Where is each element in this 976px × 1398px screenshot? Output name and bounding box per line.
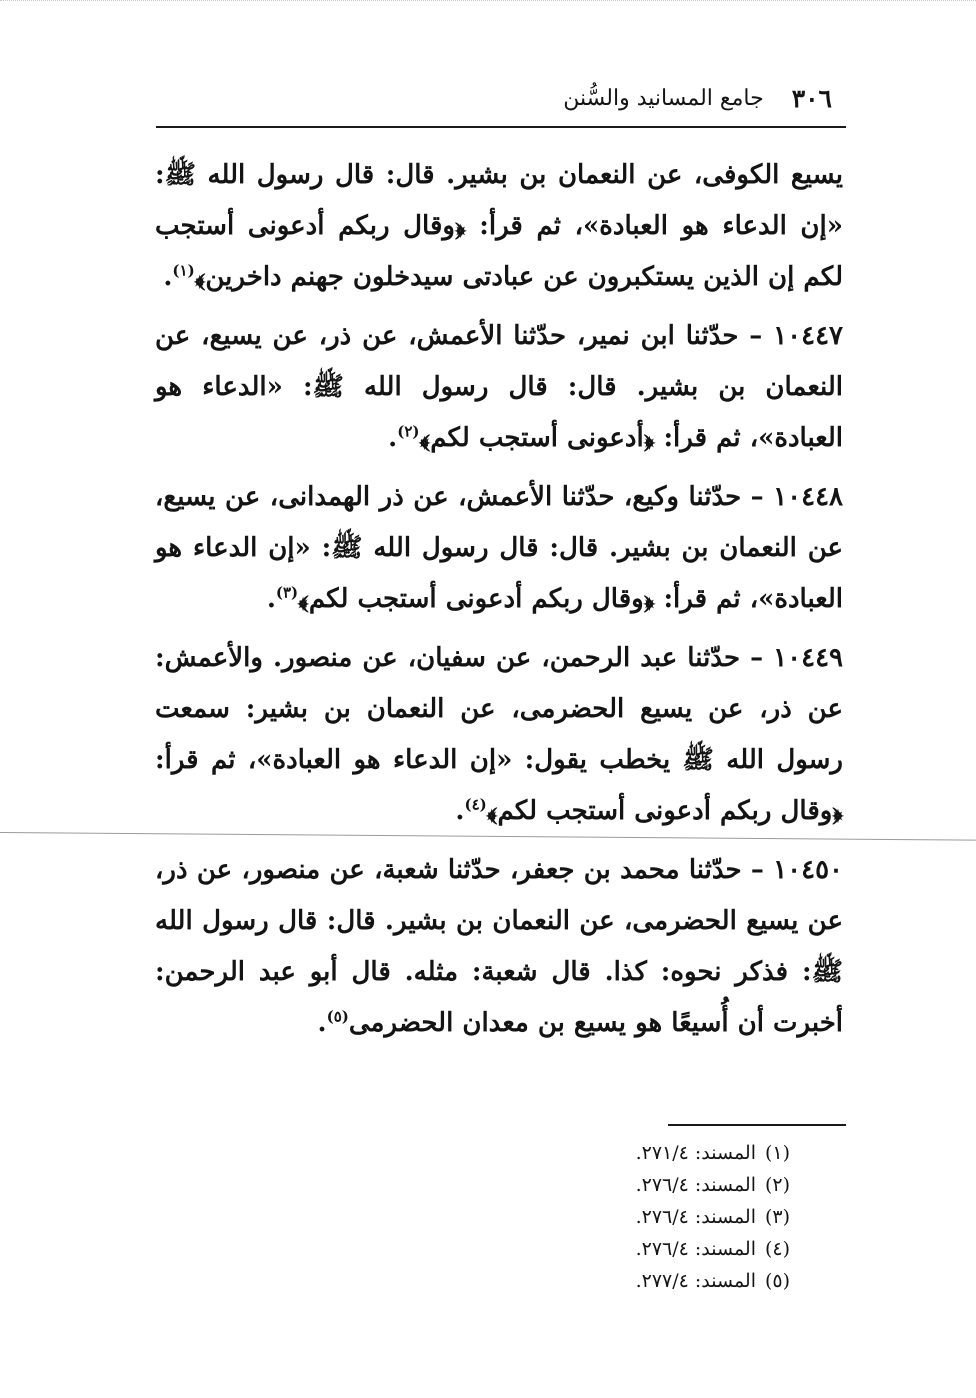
paragraph-text: – حدّثنا ابن نمير، حدّثنا الأعمش، عن ذر، عن يسيع، عن النعمان بن بشير. قال: قال رسول الله ﷺ: «الدعاء هو العبادة»، ثم قرأ: ﴿أدعونى أستجب لكم﴾ bbox=[155, 321, 843, 453]
hadith-number: ١٠٤٥٠ bbox=[773, 855, 843, 885]
footnote bbox=[560, 1233, 790, 1265]
footnote-number: (٣) bbox=[764, 1206, 790, 1228]
footnote-text: المسند: ٢٧٦/٤. bbox=[635, 1174, 756, 1196]
footnote-number: (٢) bbox=[764, 1174, 790, 1196]
footnote-number: (١) bbox=[764, 1142, 790, 1164]
footnote bbox=[560, 1137, 790, 1169]
paragraph-text: – حدّثنا وكيع، حدّثنا الأعمش، عن ذر الهمدانى، عن يسيع، عن النعمان بن بشير. قال: قال رسول الله ﷺ: «إن الدعاء هو العبادة»، ثم قرأ: ﴿وقال ربكم أدعونى أستجب لكم﴾ bbox=[155, 482, 843, 614]
hadith-number: ١٠٤٤٩ bbox=[773, 643, 843, 673]
footnote-text: المسند: ٢٧٦/٤. bbox=[635, 1206, 756, 1228]
footnote bbox=[560, 1265, 790, 1297]
footnote-reference: (٤) bbox=[464, 795, 487, 814]
hadith-number: ١٠٤٤٨ bbox=[773, 482, 843, 512]
paragraph-text: – حدّثنا عبد الرحمن، عن سفيان، عن منصور. والأعمش: عن ذر، عن يسيع الحضرمى، عن النعمان بن بشير: سمعت رسول الله ﷺ يخطب يقول: «إن الدعاء هو العبادة»، ثم قرأ: ﴿وقال ربكم أدعونى أستجب لكم﴾ bbox=[155, 643, 843, 826]
paragraph-text: يسيع الكوفى، عن النعمان بن بشير. قال: قال رسول الله ﷺ: «إن الدعاء هو العبادة»، ثم قرأ: ﴿وقال ربكم أدعونى أستجب لكم إن الذين يستكبرون عن عبادتى سيدخلون جهنم داخرين﴾ bbox=[155, 160, 843, 292]
footnote-text: المسند: ٢٧٦/٤. bbox=[635, 1238, 756, 1260]
paragraph-continuation: يسيع الكوفى، عن النعمان بن بشير. قال: قال رسول الله ﷺ: «إن الدعاء هو العبادة»، ثم قرأ: ﴿وقال ربكم أدعونى أستجب لكم إن الذين يستكبرون عن عبادتى سيدخلون جهنم داخرين﴾$^{(١)}$. bbox=[155, 160, 843, 292]
scan-edge-marks bbox=[0, 0, 976, 9]
footnote-reference: (١) bbox=[172, 261, 195, 280]
page-header bbox=[160, 78, 840, 118]
paragraph-text: – حدّثنا محمد بن جعفر، حدّثنا شعبة، عن منصور، عن ذر، عن يسيع الحضرمى، عن النعمان بن بشير. قال: قال رسول الله ﷺ: فذكر نحوه: كذا. قال شعبة: مثله. قال أبو عبد الرحمن: أخبرت أن أُسيعًا هو يسيع بن معدان الحضرمى bbox=[155, 855, 843, 1038]
hadith-paragraph: ١٠٤٥٠ – حدّثنا محمد بن جعفر، حدّثنا شعبة، عن منصور، عن ذر، عن يسيع الحضرمى، عن النعمان بن بشير. قال: قال رسول الله ﷺ: فذكر نحوه: كذا. قال شعبة: مثله. قال أبو عبد الرحمن: أخبرت أن أُسيعًا هو يسيع بن معدان الحضرمى$^{(٥)}$. bbox=[155, 855, 843, 1038]
footnote-text: المسند: ٢٧١/٤. bbox=[635, 1142, 756, 1164]
footnote-reference: (٣) bbox=[275, 583, 299, 602]
hadith-paragraph: ١٠٤٤٩ – حدّثنا عبد الرحمن، عن سفيان، عن منصور. والأعمش: عن ذر، عن يسيع الحضرمى، عن النعمان بن بشير: سمعت رسول الله ﷺ يخطب يقول: «إن الدعاء هو العبادة»، ثم قرأ: ﴿وقال ربكم أدعونى أستجب لكم﴾$^{(٤)}$. bbox=[155, 643, 843, 826]
footnote-number: (٥) bbox=[764, 1270, 790, 1292]
hadith-paragraph: ١٠٤٤٧ – حدّثنا ابن نمير، حدّثنا الأعمش، عن ذر، عن يسيع، عن النعمان بن بشير. قال: قال رسول الله ﷺ: «الدعاء هو العبادة»، ثم قرأ: ﴿أدعونى أستجب لكم﴾$^{(٢)}$. bbox=[155, 321, 843, 453]
hadith-paragraph: ١٠٤٤٨ – حدّثنا وكيع، حدّثنا الأعمش، عن ذر الهمدانى، عن يسيع، عن النعمان بن بشير. قال: قال رسول الله ﷺ: «إن الدعاء هو العبادة»، ثم قرأ: ﴿وقال ربكم أدعونى أستجب لكم﴾$^{(٣)}$. bbox=[155, 482, 843, 614]
main-text bbox=[155, 150, 843, 1057]
header-rule bbox=[156, 126, 846, 128]
footnote-reference: (٥) bbox=[326, 1007, 349, 1026]
footnote bbox=[560, 1169, 790, 1201]
footnotes-list bbox=[560, 1137, 790, 1297]
page-number: ٣٠٦ bbox=[791, 83, 832, 113]
footnote-reference: (٢) bbox=[397, 422, 420, 441]
hadith-number: ١٠٤٤٧ bbox=[773, 321, 843, 351]
footnote-number: (٤) bbox=[764, 1238, 790, 1260]
footnote-rule bbox=[668, 1124, 846, 1126]
footnote bbox=[560, 1201, 790, 1233]
footnote-text: المسند: ٢٧٧/٤. bbox=[635, 1270, 756, 1292]
running-title: جامع المسانيد والسُّنن bbox=[563, 85, 764, 111]
